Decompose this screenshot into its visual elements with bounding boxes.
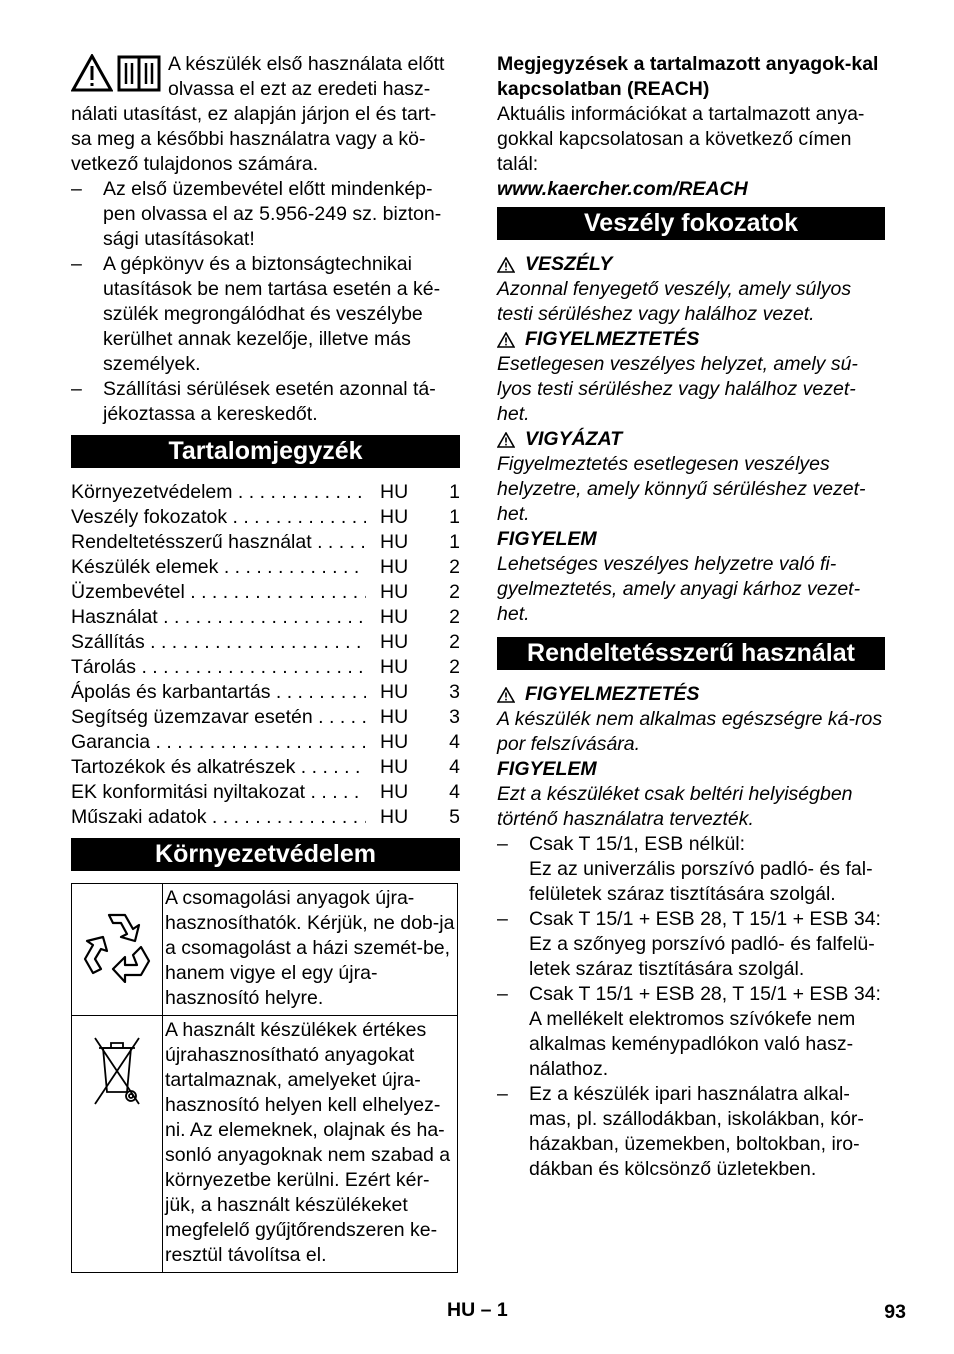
warning-triangle-icon (497, 687, 515, 703)
table-row (72, 1016, 458, 1273)
list-item: – Szállítási sérülések esetén azonnal tá-jékoztassa a kereskedőt. (71, 378, 436, 425)
warning-triangle-icon (497, 257, 515, 273)
toc-row[interactable]: Garancia . . . HU 4 (71, 730, 460, 755)
intro-line: vetkező tulajdonos számára. (71, 153, 319, 175)
section-heading-hazard-levels: Veszély fokozatok (497, 207, 885, 240)
list-item: – Csak T 15/1 + ESB 28, T 15/1 + ESB 34: A mellékelt elektromos szívókefe nem alkalmas keménypadlókon való hasz-nálathoz. (497, 983, 881, 1080)
intro-icons (71, 54, 163, 94)
right-column (497, 52, 885, 1182)
weee-icon-cell (72, 1016, 163, 1273)
hazard-label: VESZÉLY (497, 252, 885, 277)
toc-row[interactable]: EK konformitási nyiltakozat . . . HU 4 (71, 780, 460, 805)
warning-triangle-icon (497, 432, 515, 448)
list-item: – Csak T 15/1 + ESB 28, T 15/1 + ESB 34: Ez a szőnyeg porszívó padló- és falfelü-letek száraz tisztítására szolgál. (497, 908, 881, 980)
note-label: FIGYELEM (497, 758, 597, 780)
manual-book-icon (117, 54, 161, 92)
hazard-label: FIGYELEM (497, 528, 597, 550)
intro-section (71, 52, 460, 427)
hazard-text: Lehetséges veszélyes helyzetre való fi-gyelmeztetés, amely anyagi kárhoz vezet-het. (497, 553, 861, 625)
toc-row[interactable]: Használat . . . HU 2 (71, 605, 460, 630)
section-heading-toc: Tartalomjegyzék (71, 435, 460, 468)
left-column (71, 52, 460, 1273)
footer-section-label: HU – 1 (447, 1299, 508, 1321)
warning-text: A készülék nem alkalmas egészségre ká-ros por felszívására. (497, 708, 883, 755)
list-item: – Az első üzembevétel előtt mindenkép-pen olvassa el az 5.956-249 sz. bizton-sági utasításokat! (71, 178, 442, 250)
intro-line: olvassa el ezt az eredeti hasz- (168, 78, 431, 100)
hazard-label: FIGYELMEZTETÉS (497, 327, 885, 352)
recycle-text: A csomagolási anyagok újra-hasznosíthatók. Kérjük, ne dob-ja a csomagolást a házi szemét-be, hanem vigye el egy újra-hasznosító helyre. (163, 884, 458, 1016)
recycle-icon (79, 907, 155, 983)
toc-row[interactable]: Környezetvédelem . . . HU 1 (71, 480, 460, 505)
toc-row[interactable]: Tárolás . . . HU 2 (71, 655, 460, 680)
section-heading-intended-use: Rendeltetésszerű használat (497, 637, 885, 670)
toc-list (71, 480, 460, 830)
toc-row[interactable]: Rendeltetésszerű használat . . . HU 1 (71, 530, 460, 555)
hazard-text: Figyelmeztetés esetlegesen veszélyes helyzetre, amely könnyű sérüléshez vezet-het. (497, 453, 866, 525)
warning-triangle-icon (497, 332, 515, 348)
list-item: – Ez a készülék ipari használatra alkal-mas, pl. szállodákban, iskolákban, kór-házakban, üzemekben, boltokban, iro-dákban és kölcsönző üzletekben. (497, 1083, 864, 1180)
section-heading-environment: Környezetvédelem (71, 838, 460, 871)
hazard-levels (497, 252, 885, 627)
toc-row[interactable]: Szállítás . . . HU 2 (71, 630, 460, 655)
intro-line: sa meg a későbbi használatra vagy a kö- (71, 128, 426, 150)
table-row (72, 884, 458, 1016)
toc-row[interactable]: Tartozékok és alkatrészek . . . HU 4 (71, 755, 460, 780)
reach-url-link[interactable]: www.kaercher.com/REACH (497, 178, 748, 200)
hazard-text: Esetlegesen veszélyes helyzet, amely sú-lyos testi sérüléshez vagy halálhoz vezet-het. (497, 353, 858, 425)
warning-label: FIGYELMEZTETÉS (497, 682, 885, 707)
recycle-icon-cell (72, 884, 163, 1016)
intro-line: nálati utasítást, ez alapján járjon el és tart- (71, 103, 437, 125)
note-text: Ezt a készüléket csak beltéri helyiségben történő használatra tervezték. (497, 783, 853, 830)
hazard-label: VIGYÁZAT (497, 427, 885, 452)
toc-row[interactable]: Ápolás és karbantartás . . . HU 3 (71, 680, 460, 705)
intro-first-line: A készülék első használata előtt (168, 53, 445, 75)
toc-row[interactable]: Készülék elemek . . . HU 2 (71, 555, 460, 580)
reach-heading: Megjegyzések a tartalmazott anyagok-kal kapcsolatban (REACH) (497, 53, 879, 100)
list-item: – Csak T 15/1, ESB nélkül: Ez az univerzális porszívó padló- és fal-felületek száraz tisztítására szolgál. (497, 833, 873, 905)
warning-triangle-icon (71, 54, 113, 92)
crossed-out-bin-icon (87, 1030, 147, 1110)
environment-table (71, 883, 458, 1273)
page-number: 93 (884, 1301, 906, 1323)
weee-text: A használt készülékek értékes újrahasznosítható anyagokat tartalmaznak, amelyeket újra-hasznosító helyen kell elhelyez-ni. Az elemeknek, olajnak és ha-sonló anyagoknak nem szabad a környezetbe kerülni. Ezért kér-jük, a használt készülékeket megfelelő gyűjtőrendszeren ke-resztül távolítsa el. (163, 1016, 458, 1273)
toc-row[interactable]: Veszély fokozatok . . . HU 1 (71, 505, 460, 530)
intended-use (497, 682, 885, 1182)
toc-row[interactable]: Műszaki adatok . . . HU 5 (71, 805, 460, 830)
reach-body: Aktuális információkat a tartalmazott anya-gokkal kapcsolatosan a következő címen talál: (497, 103, 865, 175)
toc-row[interactable]: Üzembevétel . . . HU 2 (71, 580, 460, 605)
toc-row[interactable]: Segítség üzemzavar esetén . . . HU 3 (71, 705, 460, 730)
list-item: – A gépkönyv és a biztonságtechnikai utasítások be nem tartása esetén a ké-szülék megrongálódhat és veszélybe kerülhet annak kezelője, illetve más személyek. (71, 253, 441, 375)
hazard-text: Azonnal fenyegető veszély, amely súlyos testi sérüléshez vagy halálhoz vezet. (497, 278, 852, 325)
